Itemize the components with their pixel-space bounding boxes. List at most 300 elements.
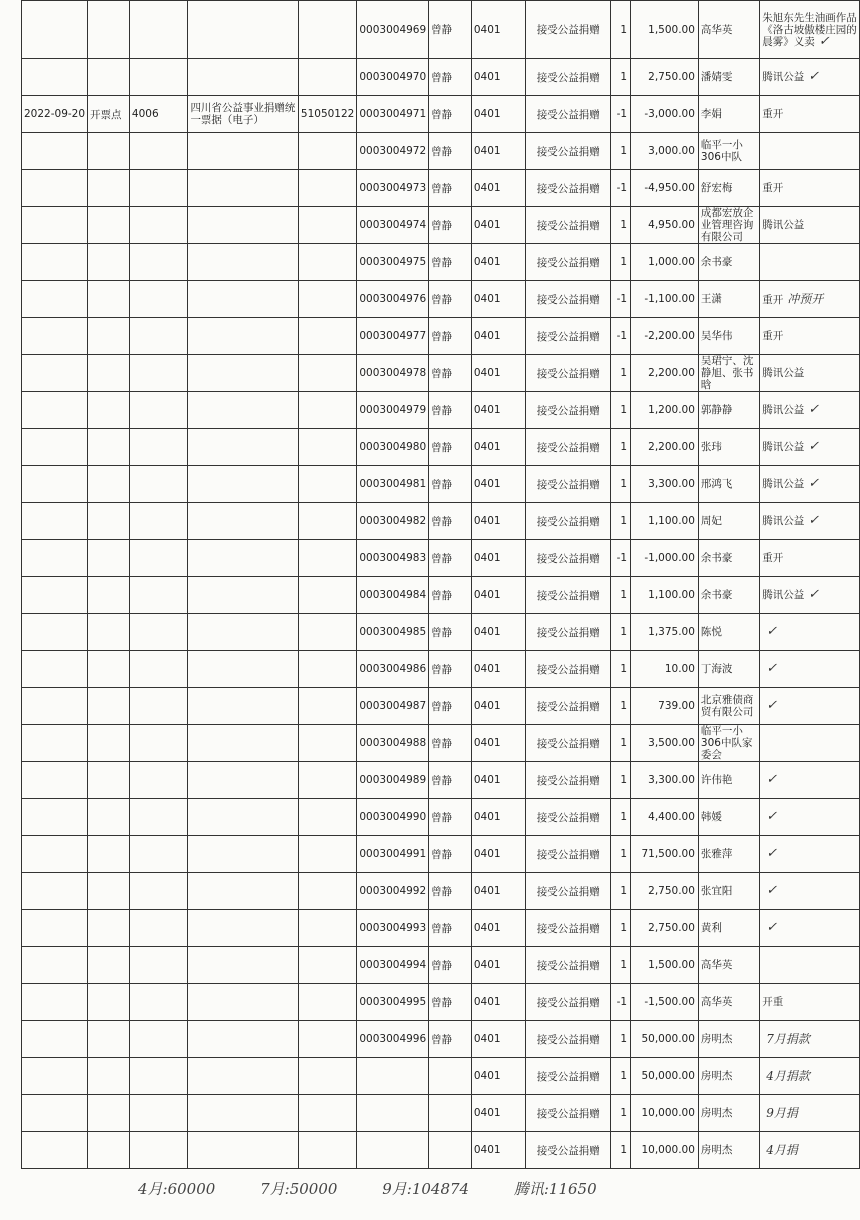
cell-description: 接受公益捐赠	[526, 466, 611, 503]
cell-description: 接受公益捐赠	[526, 725, 611, 762]
cell-receipt-number: 0003004991	[357, 836, 429, 873]
cell-issuing-point	[88, 725, 130, 762]
cell-receipt-code	[298, 503, 356, 540]
cell-description: 接受公益捐赠	[526, 614, 611, 651]
cell-issuer: 曾静	[429, 392, 472, 429]
cell-description: 接受公益捐赠	[526, 910, 611, 947]
table-row	[22, 318, 860, 355]
table-row	[22, 503, 860, 540]
cell-issuer	[429, 1095, 472, 1132]
cell-issuer: 曾静	[429, 96, 472, 133]
handwritten-note: 9月捐	[766, 1105, 798, 1120]
cell-issuing-point	[88, 836, 130, 873]
cell-receipt-number: 0003004994	[357, 947, 429, 984]
cell-point-code	[129, 207, 188, 244]
check-mark: ✓	[808, 513, 820, 528]
cell-issuing-point	[88, 281, 130, 318]
table-row	[22, 281, 860, 318]
cell-description: 接受公益捐赠	[526, 651, 611, 688]
table-row	[22, 984, 860, 1021]
cell-donor: 李娟	[698, 96, 759, 133]
cell-donor: 许伟艳	[698, 762, 759, 799]
cell-issuer: 曾静	[429, 540, 472, 577]
cell-item-code: 0401	[471, 725, 526, 762]
cell-item-code: 0401	[471, 799, 526, 836]
footer-tencent-total: 腾讯:11650	[513, 1180, 597, 1198]
cell-remark: 腾讯公益 ✓	[760, 392, 860, 429]
table-body	[22, 1, 860, 1169]
cell-receipt-type	[188, 577, 298, 614]
cell-description: 接受公益捐赠	[526, 207, 611, 244]
cell-amount: -4,950.00	[631, 170, 699, 207]
cell-quantity: 1	[611, 133, 631, 170]
table-row	[22, 577, 860, 614]
cell-receipt-number: 0003004981	[357, 466, 429, 503]
cell-quantity: 1	[611, 1, 631, 59]
cell-quantity: 1	[611, 762, 631, 799]
table-row	[22, 170, 860, 207]
cell-amount: 10.00	[631, 651, 699, 688]
cell-quantity: 1	[611, 429, 631, 466]
cell-amount: -3,000.00	[631, 96, 699, 133]
cell-item-code: 0401	[471, 1, 526, 59]
cell-amount: 1,200.00	[631, 392, 699, 429]
cell-description: 接受公益捐赠	[526, 1132, 611, 1169]
cell-quantity: 1	[611, 577, 631, 614]
cell-remark	[760, 688, 860, 725]
cell-point-code	[129, 466, 188, 503]
cell-donor: 张宜阳	[698, 873, 759, 910]
handwritten-footer-totals	[138, 1178, 637, 1199]
cell-issuer: 曾静	[429, 170, 472, 207]
cell-issuer: 曾静	[429, 799, 472, 836]
cell-quantity: 1	[611, 873, 631, 910]
cell-quantity: 1	[611, 1058, 631, 1095]
cell-receipt-number: 0003004996	[357, 1021, 429, 1058]
cell-issuing-point	[88, 244, 130, 281]
cell-item-code: 0401	[471, 170, 526, 207]
cell-remark	[760, 1058, 860, 1095]
cell-date	[22, 651, 88, 688]
cell-description: 接受公益捐赠	[526, 392, 611, 429]
cell-date	[22, 836, 88, 873]
cell-item-code: 0401	[471, 1021, 526, 1058]
cell-receipt-type	[188, 799, 298, 836]
handwritten-note: 4月捐款	[766, 1068, 810, 1083]
cell-receipt-code	[298, 1132, 356, 1169]
cell-point-code	[129, 614, 188, 651]
cell-description: 接受公益捐赠	[526, 799, 611, 836]
cell-remark	[760, 836, 860, 873]
cell-receipt-code	[298, 540, 356, 577]
cell-point-code	[129, 1021, 188, 1058]
footer-september-total: 9月:104874	[382, 1180, 470, 1198]
donation-receipt-table	[21, 0, 860, 1169]
cell-item-code: 0401	[471, 1058, 526, 1095]
cell-item-code: 0401	[471, 133, 526, 170]
cell-receipt-code	[298, 429, 356, 466]
cell-issuing-point	[88, 170, 130, 207]
cell-receipt-number: 0003004972	[357, 133, 429, 170]
check-mark: ✓	[808, 69, 820, 84]
footer-april-total: 4月:60000	[138, 1180, 216, 1198]
cell-quantity: 1	[611, 1095, 631, 1132]
cell-issuer: 曾静	[429, 688, 472, 725]
cell-date	[22, 1095, 88, 1132]
cell-quantity: 1	[611, 651, 631, 688]
cell-issuing-point	[88, 799, 130, 836]
cell-donor: 潘婧雯	[698, 59, 759, 96]
cell-issuing-point	[88, 429, 130, 466]
cell-issuer: 曾静	[429, 244, 472, 281]
cell-amount: 71,500.00	[631, 836, 699, 873]
cell-remark	[760, 873, 860, 910]
cell-issuing-point	[88, 355, 130, 392]
cell-quantity: -1	[611, 281, 631, 318]
cell-receipt-code	[298, 836, 356, 873]
cell-issuer: 曾静	[429, 281, 472, 318]
cell-item-code: 0401	[471, 873, 526, 910]
cell-remark	[760, 725, 860, 762]
cell-date	[22, 503, 88, 540]
cell-receipt-type	[188, 355, 298, 392]
cell-receipt-number: 0003004985	[357, 614, 429, 651]
cell-receipt-code	[298, 281, 356, 318]
cell-receipt-type	[188, 318, 298, 355]
cell-issuer: 曾静	[429, 614, 472, 651]
cell-donor: 张雅萍	[698, 836, 759, 873]
cell-amount: 3,300.00	[631, 466, 699, 503]
cell-point-code	[129, 133, 188, 170]
cell-receipt-type	[188, 281, 298, 318]
cell-receipt-number: 0003004976	[357, 281, 429, 318]
cell-description: 接受公益捐赠	[526, 947, 611, 984]
check-mark: ✓	[766, 809, 778, 824]
cell-quantity: 1	[611, 392, 631, 429]
cell-description: 接受公益捐赠	[526, 984, 611, 1021]
cell-item-code: 0401	[471, 207, 526, 244]
cell-issuer: 曾静	[429, 577, 472, 614]
cell-receipt-type	[188, 503, 298, 540]
cell-date	[22, 1021, 88, 1058]
cell-date	[22, 873, 88, 910]
cell-quantity: -1	[611, 318, 631, 355]
cell-description: 接受公益捐赠	[526, 281, 611, 318]
table-row	[22, 762, 860, 799]
cell-quantity: 1	[611, 614, 631, 651]
cell-amount: -1,100.00	[631, 281, 699, 318]
cell-donor: 成都宏放企业管理咨询有限公司	[698, 207, 759, 244]
cell-description: 接受公益捐赠	[526, 429, 611, 466]
cell-receipt-number: 0003004984	[357, 577, 429, 614]
cell-issuing-point	[88, 577, 130, 614]
cell-description: 接受公益捐赠	[526, 577, 611, 614]
cell-item-code: 0401	[471, 1095, 526, 1132]
table-row	[22, 59, 860, 96]
cell-remark	[760, 244, 860, 281]
cell-amount: 1,500.00	[631, 1, 699, 59]
cell-item-code: 0401	[471, 651, 526, 688]
cell-receipt-code	[298, 59, 356, 96]
cell-issuing-point	[88, 947, 130, 984]
cell-amount: 1,375.00	[631, 614, 699, 651]
cell-issuer	[429, 1058, 472, 1095]
check-mark: ✓	[766, 883, 778, 898]
cell-issuing-point	[88, 984, 130, 1021]
cell-donor: 陈悦	[698, 614, 759, 651]
check-mark: ✓	[766, 624, 778, 639]
cell-description: 接受公益捐赠	[526, 96, 611, 133]
table-row	[22, 355, 860, 392]
cell-receipt-type	[188, 466, 298, 503]
cell-amount: -1,500.00	[631, 984, 699, 1021]
cell-date	[22, 392, 88, 429]
cell-receipt-number: 0003004975	[357, 244, 429, 281]
cell-date	[22, 207, 88, 244]
cell-issuer: 曾静	[429, 133, 472, 170]
table-row	[22, 207, 860, 244]
table-row	[22, 688, 860, 725]
cell-date	[22, 1058, 88, 1095]
cell-date	[22, 577, 88, 614]
cell-issuing-point	[88, 59, 130, 96]
cell-receipt-type	[188, 614, 298, 651]
cell-receipt-code	[298, 318, 356, 355]
table-row	[22, 651, 860, 688]
cell-receipt-code	[298, 244, 356, 281]
cell-quantity: 1	[611, 947, 631, 984]
cell-quantity: 1	[611, 59, 631, 96]
cell-donor: 吴华伟	[698, 318, 759, 355]
cell-point-code	[129, 170, 188, 207]
cell-quantity: -1	[611, 984, 631, 1021]
cell-date: 2022-09-20	[22, 96, 88, 133]
cell-donor: 临平一小306中队家委会	[698, 725, 759, 762]
cell-receipt-type	[188, 59, 298, 96]
cell-remark	[760, 614, 860, 651]
cell-issuing-point	[88, 910, 130, 947]
cell-remark: 重开	[760, 540, 860, 577]
cell-description: 接受公益捐赠	[526, 318, 611, 355]
cell-donor: 房明杰	[698, 1095, 759, 1132]
cell-receipt-code	[298, 133, 356, 170]
cell-receipt-number: 0003004978	[357, 355, 429, 392]
cell-issuer: 曾静	[429, 503, 472, 540]
cell-item-code: 0401	[471, 281, 526, 318]
cell-receipt-number: 0003004983	[357, 540, 429, 577]
cell-receipt-code	[298, 762, 356, 799]
cell-receipt-number	[357, 1095, 429, 1132]
cell-item-code: 0401	[471, 429, 526, 466]
cell-point-code	[129, 947, 188, 984]
cell-remark: 重开	[760, 96, 860, 133]
cell-receipt-type	[188, 1, 298, 59]
cell-item-code: 0401	[471, 466, 526, 503]
cell-issuer: 曾静	[429, 725, 472, 762]
cell-amount: 4,400.00	[631, 799, 699, 836]
cell-amount: -2,200.00	[631, 318, 699, 355]
cell-remark	[760, 799, 860, 836]
cell-remark	[760, 910, 860, 947]
cell-receipt-code	[298, 725, 356, 762]
cell-remark: 重开	[760, 170, 860, 207]
cell-point-code	[129, 910, 188, 947]
cell-issuing-point	[88, 1132, 130, 1169]
cell-remark: 腾讯公益 ✓	[760, 59, 860, 96]
cell-receipt-number: 0003004974	[357, 207, 429, 244]
cell-donor: 余书豪	[698, 244, 759, 281]
cell-donor: 吴珺宁、沈静旭、张书晗	[698, 355, 759, 392]
cell-description: 接受公益捐赠	[526, 1058, 611, 1095]
cell-issuing-point	[88, 1021, 130, 1058]
cell-description: 接受公益捐赠	[526, 1095, 611, 1132]
check-mark: ✓	[766, 661, 778, 676]
cell-receipt-number: 0003004995	[357, 984, 429, 1021]
cell-remark: 重开	[760, 318, 860, 355]
cell-date	[22, 170, 88, 207]
cell-issuing-point: 开票点	[88, 96, 130, 133]
cell-receipt-type	[188, 762, 298, 799]
cell-receipt-type	[188, 1095, 298, 1132]
cell-receipt-code	[298, 1058, 356, 1095]
cell-quantity: 1	[611, 910, 631, 947]
cell-amount: 10,000.00	[631, 1095, 699, 1132]
cell-donor: 高华英	[698, 1, 759, 59]
cell-receipt-number: 0003004982	[357, 503, 429, 540]
cell-receipt-number: 0003004986	[357, 651, 429, 688]
cell-receipt-type	[188, 688, 298, 725]
cell-amount: 4,950.00	[631, 207, 699, 244]
cell-donor: 舒宏梅	[698, 170, 759, 207]
check-mark: ✓	[766, 698, 778, 713]
cell-amount: 2,750.00	[631, 59, 699, 96]
cell-amount: 2,750.00	[631, 910, 699, 947]
cell-item-code: 0401	[471, 836, 526, 873]
cell-remark: 腾讯公益 ✓	[760, 577, 860, 614]
cell-amount: -1,000.00	[631, 540, 699, 577]
cell-item-code: 0401	[471, 910, 526, 947]
check-mark: ✓	[766, 846, 778, 861]
cell-remark: 腾讯公益	[760, 207, 860, 244]
cell-issuer: 曾静	[429, 947, 472, 984]
cell-donor: 高华英	[698, 984, 759, 1021]
cell-issuing-point	[88, 466, 130, 503]
table-row	[22, 466, 860, 503]
cell-receipt-type	[188, 947, 298, 984]
cell-date	[22, 1, 88, 59]
cell-donor: 黄利	[698, 910, 759, 947]
cell-issuing-point	[88, 762, 130, 799]
cell-amount: 50,000.00	[631, 1021, 699, 1058]
cell-issuer: 曾静	[429, 1, 472, 59]
cell-amount: 1,500.00	[631, 947, 699, 984]
cell-issuing-point	[88, 1058, 130, 1095]
cell-issuer: 曾静	[429, 59, 472, 96]
table-row	[22, 1095, 860, 1132]
cell-quantity: 1	[611, 207, 631, 244]
cell-quantity: 1	[611, 799, 631, 836]
cell-donor: 张玮	[698, 429, 759, 466]
cell-quantity: 1	[611, 244, 631, 281]
cell-donor: 房明杰	[698, 1058, 759, 1095]
cell-receipt-number: 0003004993	[357, 910, 429, 947]
cell-receipt-type	[188, 725, 298, 762]
cell-remark	[760, 651, 860, 688]
cell-receipt-number	[357, 1058, 429, 1095]
cell-receipt-number: 0003004980	[357, 429, 429, 466]
cell-issuing-point	[88, 873, 130, 910]
cell-issuer: 曾静	[429, 836, 472, 873]
cell-issuer: 曾静	[429, 762, 472, 799]
cell-amount: 2,750.00	[631, 873, 699, 910]
cell-issuer: 曾静	[429, 318, 472, 355]
cell-receipt-number: 0003004992	[357, 873, 429, 910]
cell-point-code	[129, 1095, 188, 1132]
table-row	[22, 96, 860, 133]
cell-description: 接受公益捐赠	[526, 1021, 611, 1058]
table-row	[22, 1058, 860, 1095]
cell-point-code	[129, 429, 188, 466]
cell-donor: 余书豪	[698, 540, 759, 577]
cell-remark	[760, 1095, 860, 1132]
cell-remark	[760, 1132, 860, 1169]
cell-point-code	[129, 873, 188, 910]
cell-issuing-point	[88, 614, 130, 651]
cell-remark	[760, 133, 860, 170]
cell-item-code: 0401	[471, 96, 526, 133]
cell-amount: 50,000.00	[631, 1058, 699, 1095]
cell-receipt-type	[188, 1058, 298, 1095]
cell-receipt-type	[188, 1021, 298, 1058]
cell-quantity: -1	[611, 96, 631, 133]
check-mark: ✓	[766, 920, 778, 935]
cell-receipt-code	[298, 392, 356, 429]
cell-point-code	[129, 1, 188, 59]
cell-donor: 韩媛	[698, 799, 759, 836]
cell-donor: 王潇	[698, 281, 759, 318]
cell-date	[22, 318, 88, 355]
cell-item-code: 0401	[471, 762, 526, 799]
cell-issuing-point	[88, 688, 130, 725]
cell-receipt-code	[298, 651, 356, 688]
cell-date	[22, 429, 88, 466]
cell-issuing-point	[88, 133, 130, 170]
table-row	[22, 910, 860, 947]
check-mark: ✓	[808, 476, 820, 491]
cell-issuing-point	[88, 1095, 130, 1132]
check-mark: ✓	[818, 33, 830, 49]
cell-amount: 3,300.00	[631, 762, 699, 799]
cell-receipt-type	[188, 244, 298, 281]
cell-donor: 北京雅债商贸有限公司	[698, 688, 759, 725]
table-row	[22, 1021, 860, 1058]
cell-donor: 余书豪	[698, 577, 759, 614]
check-mark: ✓	[808, 587, 820, 602]
cell-date	[22, 762, 88, 799]
cell-item-code: 0401	[471, 244, 526, 281]
cell-issuer: 曾静	[429, 1021, 472, 1058]
cell-receipt-code	[298, 688, 356, 725]
cell-point-code	[129, 651, 188, 688]
cell-item-code: 0401	[471, 392, 526, 429]
cell-date	[22, 1132, 88, 1169]
cell-remark: 腾讯公益	[760, 355, 860, 392]
cell-item-code: 0401	[471, 503, 526, 540]
cell-point-code	[129, 688, 188, 725]
cell-item-code: 0401	[471, 318, 526, 355]
cell-remark	[760, 1021, 860, 1058]
cell-receipt-type	[188, 540, 298, 577]
